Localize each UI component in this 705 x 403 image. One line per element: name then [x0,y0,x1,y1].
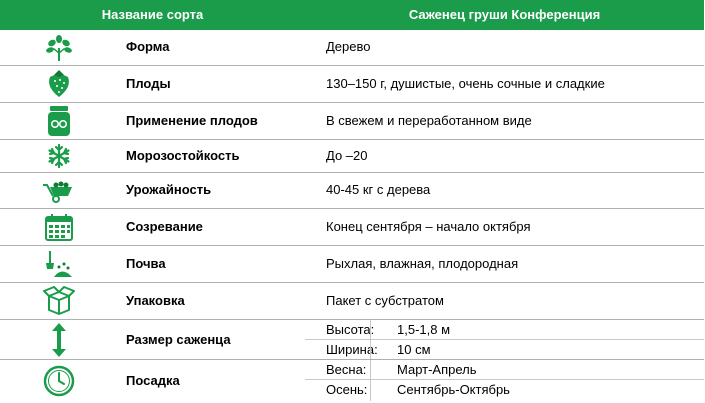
row-value: Рыхлая, влажная, плодородная [326,256,519,271]
table-row-soil [0,246,704,283]
shovel-icon [0,246,118,282]
row-label: Применение плодов [126,113,258,128]
divider [370,360,371,401]
table-row-yield [0,173,704,209]
jam-jar-icon [0,103,118,139]
wheelbarrow-icon [0,173,118,208]
row-label: Плоды [126,76,171,91]
row-label: Урожайность [126,182,212,197]
divider [305,379,704,380]
row-value: Конец сентября – начало октября [326,219,531,234]
divider [370,320,371,359]
tree-icon [0,31,118,65]
row-value: В свежем и переработанном виде [326,113,532,128]
row-label: Посадка [126,373,180,388]
sub-value: Март-Апрель [397,362,477,377]
header-col-name: Название сорта [101,7,204,22]
table-row-size [0,320,704,360]
table-row-planting [0,360,704,401]
row-label: Форма [126,39,170,54]
planting-autumn [305,380,704,399]
divider [305,339,704,340]
table-row-usage [0,103,704,140]
planting-spring [305,360,704,379]
sub-value: 1,5-1,8 м [397,322,451,337]
row-value: Дерево [326,39,371,54]
clock-icon [0,360,118,401]
row-value: Пакет с субстратом [326,293,444,308]
row-label: Морозостойкость [126,148,240,163]
sub-value: 10 см [397,342,431,357]
row-label: Упаковка [126,293,185,308]
size-arrow-icon [0,320,118,359]
size-width [305,340,704,359]
row-label: Размер саженца [126,332,231,347]
sub-key: Ширина: [326,342,378,357]
table-row-ripening [0,209,704,246]
row-value: 40-45 кг с дерева [326,182,431,197]
strawberry-icon [0,66,118,102]
sub-value: Сентябрь-Октябрь [397,382,510,397]
calendar-icon [0,209,118,245]
table-row-frost [0,140,704,173]
row-value: 130–150 г, душистые, очень сочные и сладкие [326,76,605,91]
table-header [0,0,704,30]
box-icon [0,283,118,319]
sub-key: Высота: [326,322,375,337]
row-label: Почва [126,256,166,271]
row-value: До –20 [326,148,368,163]
sub-key: Весна: [326,362,367,377]
snowflake-icon [0,140,118,172]
table-row-package [0,283,704,320]
header-col-value: Саженец груши Конференция [408,7,601,22]
sub-key: Осень: [326,382,368,397]
size-height [305,320,704,339]
table-row-fruits [0,66,704,103]
row-label: Созревание [126,219,203,234]
table-row-form [0,31,704,66]
